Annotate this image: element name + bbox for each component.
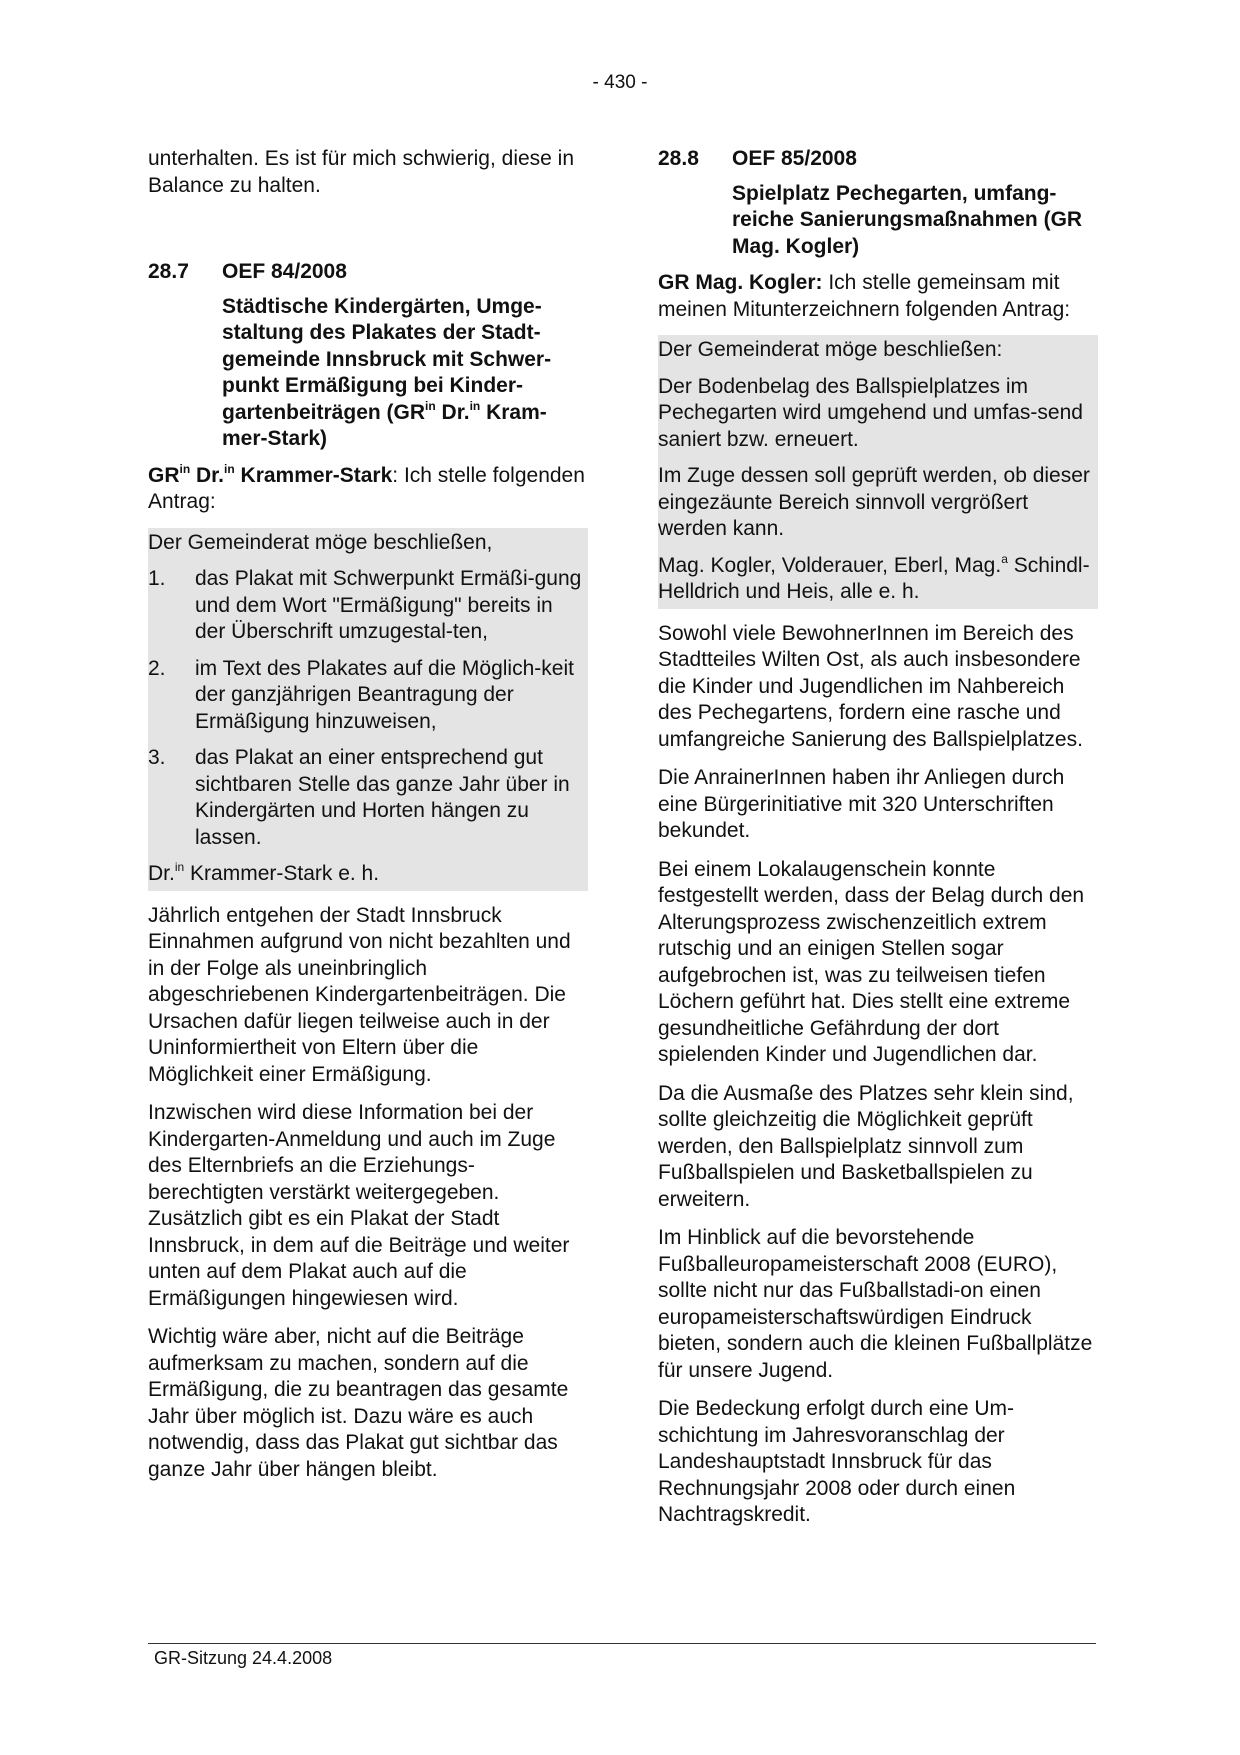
- right-column: [658, 146, 1098, 1541]
- paragraph: Bei einem Lokalaugenschein konnte festgestellt werden, dass der Belag durch den Alterungsprozess zwischenzeitlich extrem rutschig und an einigen Stellen sogar aufgebrochen ist, was zu teilweisen tiefen Löchern geführt hat. Dies stellt eine extreme gesundheitliche Gefährdung der dort spielenden Kinder und Jugendlichen dar.: [658, 857, 1085, 1066]
- paragraph: Die AnrainerInnen haben ihr Anliegen durch eine Bürgerinitiative mit 320 Unterschriften bekundet.: [658, 766, 1065, 842]
- motion-signature: Dr.$^{in}$ Krammer-Stark e. h.: [148, 860, 380, 885]
- left-column: [148, 146, 588, 1495]
- motion-intro: Der Gemeinderat möge beschließen:: [658, 338, 1003, 361]
- section-number: 28.7: [148, 260, 189, 283]
- motion-intro: Der Gemeinderat möge beschließen,: [148, 530, 493, 554]
- section-heading-28-8: [658, 146, 1098, 173]
- section-title: Spielplatz Pechegarten, umfang-reiche Sanierungsmaßnahmen (GR Mag. Kogler): [732, 181, 1083, 258]
- footer-text: GR-Sitzung 24.4.2008: [154, 1648, 333, 1668]
- section-title: Städtische Kindergärten, Umge-staltung des Plakates der Stadt-gemeinde Innsbruck mit Schwer-punkt Ermäßigung bei Kinder-gartenbeiträgen ($GR^{in}$ Dr.$^{in}$ Kram-mer-Stark): [222, 294, 552, 450]
- paragraph: Inzwischen wird diese Information bei der Kindergarten-Anmeldung und auch im Zuge des Elternbriefs an die Erziehungs-berechtigten verstärkt weitergegeben. Zusätzlich gibt es ein Plakat der Stadt Innsbruck, in dem auf die Beiträge und weiter unten auf dem Plakat auch auf die Ermäßigungen hingewiesen wird.: [148, 1101, 570, 1310]
- speaker-paragraph: $GR^{in}$ Dr.$^{in}$ Krammer-Stark: Ich stelle folgenden Antrag:: [148, 461, 585, 513]
- motion-box: [658, 335, 1098, 609]
- paragraph: Im Hinblick auf die bevorstehende Fußballeuropameisterschaft 2008 (EURO), sollte nicht nur das Fußballstadi-on einen europameisterschaftswürdigen Eindruck bieten, sondern auch die kleinen Fußballplätze für unsere Jugend.: [658, 1226, 1093, 1382]
- list-item: 1. das Plakat mit Schwerpunkt Ermäßi-gung und dem Wort "Ermäßigung" bereits in der Überschrift umzugestal-ten,: [148, 567, 582, 643]
- page-number: - 430 -: [592, 72, 648, 93]
- paragraph: Jährlich entgehen der Stadt Innsbruck Einnahmen aufgrund von nicht bezahlten und in der Folge als uneinbringlich abgeschriebenen Kindergartenbeiträgen. Die Ursachen dafür liegen teilweise auch in der Uninformiertheit von Eltern über die Möglichkeit einer Ermäßigung.: [148, 903, 571, 1086]
- motion-box: [148, 528, 588, 891]
- paragraph: Die Bedeckung erfolgt durch eine Um-schichtung im Jahresvoranschlag der Landeshauptstadt Innsbruck für das Rechnungsjahr 2008 oder durch einen Nachtragskredit.: [658, 1397, 1016, 1526]
- paragraph: Da die Ausmaße des Platzes sehr klein sind, sollte gleichzeitig die Möglichkeit geprüft werden, den Ballspielplatz sinnvoll zum Fußballspielen und Basketballspielen zu erweitern.: [658, 1081, 1074, 1211]
- section-heading-28-7: [148, 259, 588, 286]
- section-code: OEF 85/2008: [732, 147, 857, 170]
- motion-point: Der Bodenbelag des Ballspielplatzes im Pechegarten wird umgehend und umfas-send saniert bzw. erneuert.: [658, 374, 1083, 451]
- paragraph: Sowohl viele BewohnerInnen im Bereich des Stadtteiles Wilten Ost, als auch insbesondere die Kinder und Jugendlichen im Nahbereich des Pechegartens, fordern eine rasche und umfangreiche Sanierung des Ballspielplatzes.: [658, 621, 1083, 751]
- section-number: 28.8: [658, 147, 699, 170]
- paragraph: Wichtig wäre aber, nicht auf die Beiträge aufmerksam zu machen, sondern auf die Ermäßigung, die zu beantragen das gesamte Jahr über möglich ist. Dazu wäre es auch notwendig, dass das Plakat gut sichtbar das ganze Jahr über hängen bleibt.: [148, 1325, 569, 1481]
- section-code: OEF 84/2008: [222, 260, 347, 283]
- paragraph: unterhalten. Es ist für mich schwierig, diese in Balance zu halten.: [148, 147, 575, 197]
- list-item: 3. das Plakat an einer entsprechend gut sichtbaren Stelle das ganze Jahr über in Kindergärten und Horten hängen zu lassen.: [148, 746, 570, 849]
- speaker-paragraph: GR Mag. Kogler: Ich stelle gemeinsam mit meinen Mitunterzeichnern folgenden Antrag:: [658, 271, 1071, 321]
- footer-divider: [148, 1643, 1096, 1644]
- list-item: 2. im Text des Plakates auf die Möglich-keit der ganzjährigen Beantragung der Ermäßigung hinzuweisen,: [148, 656, 574, 733]
- motion-point: Im Zuge dessen soll geprüft werden, ob dieser eingezäunte Bereich sinnvoll vergrößert werden kann.: [658, 464, 1090, 540]
- motion-signature: Mag. Kogler, Volderauer, Eberl, Mag.$^a$ Schindl-Helldrich und Heis, alle e. h.: [658, 551, 1090, 603]
